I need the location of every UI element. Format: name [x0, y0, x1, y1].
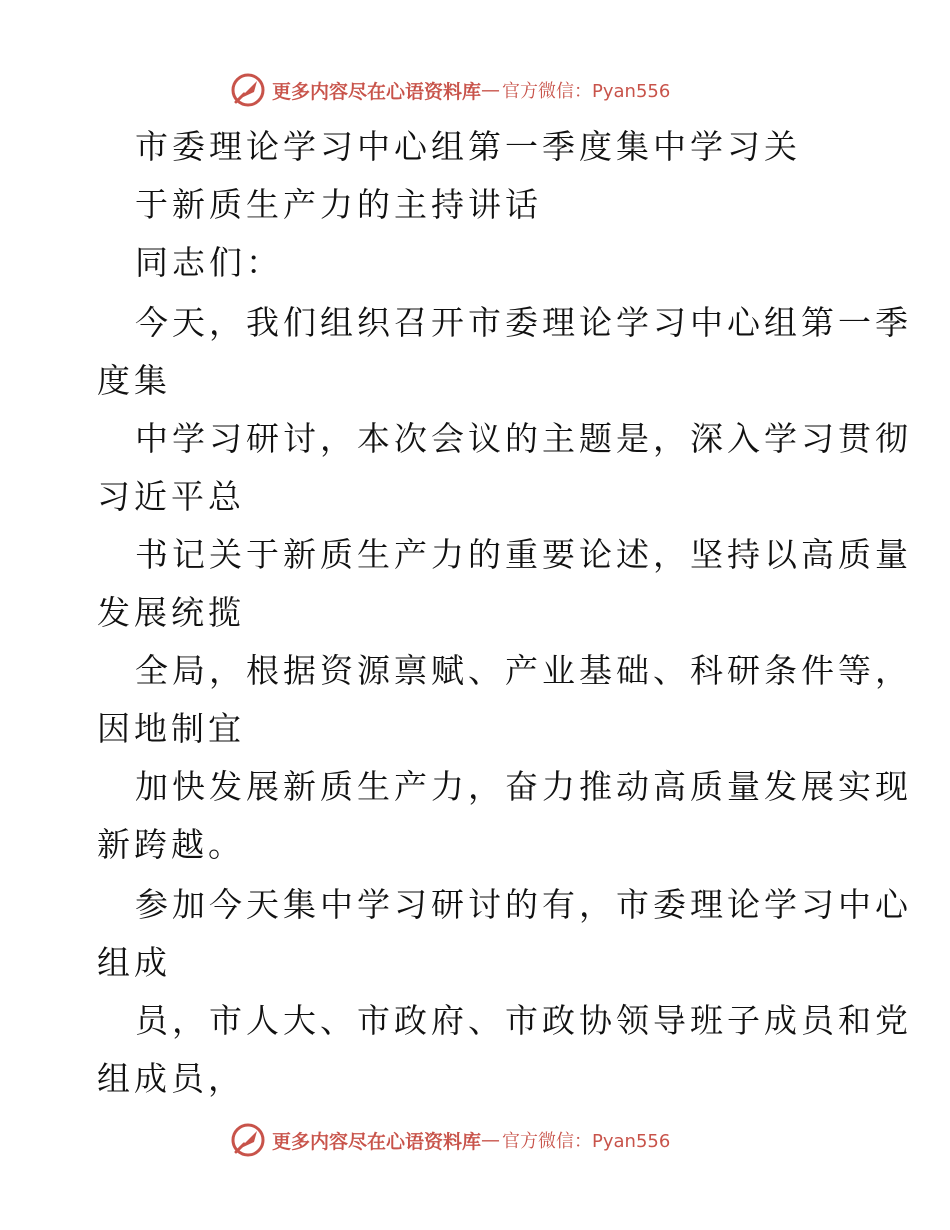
- body-line: 组成员，: [97, 1059, 245, 1098]
- watermark-banner-top: [230, 72, 670, 108]
- body-line: 加快发展新质生产力，奋力推动高质量发展实现: [135, 767, 912, 806]
- body-line: 全局，根据资源禀赋、产业基础、科研条件等，: [135, 651, 912, 690]
- body-line: 员，市人大、市政府、市政协领导班子成员和党: [135, 1001, 912, 1040]
- watermark-separator: —: [481, 1129, 501, 1151]
- body-line: 参加今天集中学习研讨的有，市委理论学习中心: [135, 885, 912, 924]
- watermark-wechat: 官方微信：Pyan556: [502, 1131, 671, 1152]
- watermark-wechat: 官方微信：Pyan556: [502, 81, 671, 102]
- quill-logo-icon: [230, 72, 266, 108]
- quill-logo-icon: [230, 1122, 266, 1158]
- salutation: 同志们：: [135, 243, 283, 282]
- body-line: 新跨越。: [97, 825, 245, 864]
- body-line: 中学习研讨，本次会议的主题是，深入学习贯彻: [135, 419, 912, 458]
- body-line: 今天，我们组织召开市委理论学习中心组第一季: [135, 303, 912, 342]
- watermark-banner-bottom: [230, 1122, 670, 1158]
- body-line: 组成: [97, 943, 171, 982]
- title-line-2: 于新质生产力的主持讲话: [135, 185, 542, 224]
- watermark-separator: —: [481, 79, 501, 101]
- body-line: 发展统揽: [97, 593, 245, 632]
- body-line: 度集: [97, 361, 171, 400]
- body-line: 书记关于新质生产力的重要论述，坚持以高质量: [135, 535, 912, 574]
- body-line: 因地制宜: [97, 709, 245, 748]
- watermark-text: 更多内容尽在心语资料库: [272, 1130, 482, 1153]
- title-line-1: 市委理论学习中心组第一季度集中学习关: [135, 127, 801, 166]
- watermark-text: 更多内容尽在心语资料库: [272, 80, 482, 103]
- body-line: 习近平总: [97, 477, 245, 516]
